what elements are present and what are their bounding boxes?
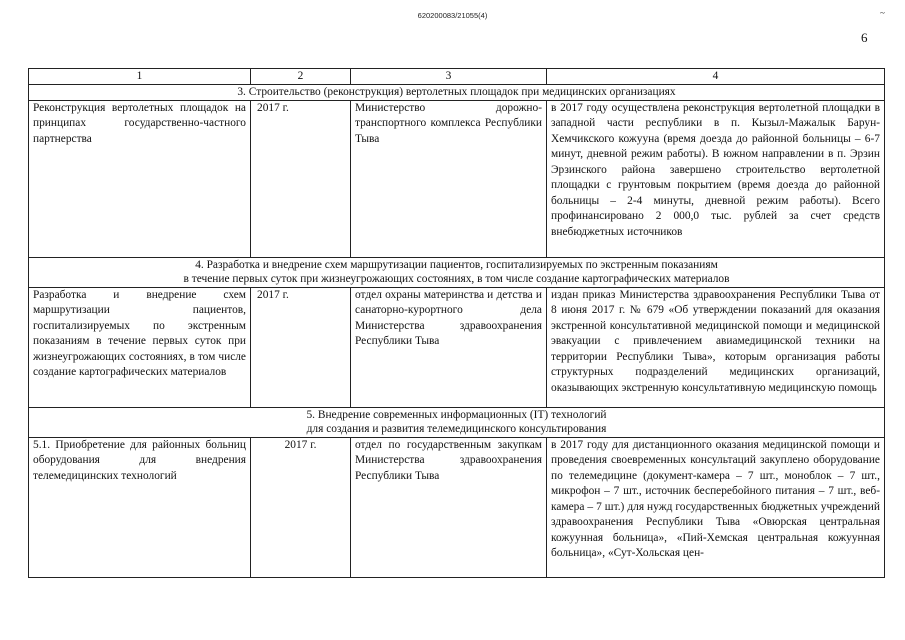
section-4-deadline: 2017 г.: [251, 287, 351, 407]
section-3-deadline: 2017 г.: [251, 100, 351, 257]
section-5-title-row: [29, 407, 885, 437]
section-4-title-line-1: 4. Разработка и внедрение схем маршрутизации пациентов, госпитализируемых по экстренным показаниям: [195, 258, 718, 271]
section-3-result: в 2017 году осуществлена реконструкция вертолетной площадки в западной части республики в п. Кызыл-Мажалык Барун-Хемчикского кожууна (время доезда до районной больницы – 6-7 минут, дневной режим работы). В южном направлении в п. Эрзин Эрзинского района завершено строительство вертолетной площадки с грунтовым покрытием (время доезда до районной больницы – 2-4 минуты, дневной режим работы). Всего профинансировано 2 000,0 тыс. рублей за счет средств внебюджетных источников: [547, 100, 885, 257]
section-3-measure: Реконструкция вертолетных площадок на принципах государственно-частного партнерства: [29, 100, 251, 257]
section-4-responsible: отдел охраны материнства и детства и санаторно-курортного дела Министерства здравоохранения Республики Тыва: [351, 287, 547, 407]
corner-handwritten-mark: ~: [880, 8, 885, 18]
section-5-title-line-1: 5. Внедрение современных информационных (IT) технологий: [306, 408, 607, 421]
column-header-3: 3: [351, 69, 547, 85]
section-5-responsible: отдел по государственным закупкам Министерства здравоохранения Республики Тыва: [351, 437, 547, 577]
section-3-title-row: [29, 85, 885, 101]
column-header-4: 4: [547, 69, 885, 85]
measures-table: [28, 68, 885, 578]
page-number: 6: [861, 30, 868, 45]
section-3-title: 3. Строительство (реконструкция) вертолетных площадок при медицинских организациях: [29, 85, 885, 101]
section-5-title: [29, 407, 885, 437]
section-4-title: [29, 257, 885, 287]
section-3-responsible: Министерство дорожно-транспортного комплекса Республики Тыва: [351, 100, 547, 257]
table-row: [29, 287, 885, 407]
section-4-title-row: [29, 257, 885, 287]
section-5-title-line-2: для создания и развития телемедицинского консультирования: [306, 423, 607, 435]
section-5-result: в 2017 году для дистанционного оказания медицинской помощи и проведения своевременных консультаций закуплено оборудование по телемедицине (документ-камера – 7 шт., моноблок – 7 шт., микрофон – 7 шт., источник бесперебойного питания – 7 шт., веб-камера – 7 шт.) для нужд государственных бюджетных учреждений здравоохранения Республики Тыва «Овюрская центральная кожуунная больница», «Пий-Хемская центральная кожуунная больница», «Сут-Хольская цен-: [547, 437, 885, 577]
table-row: [29, 437, 885, 577]
column-header-2: 2: [251, 69, 351, 85]
section-4-title-line-2: в течение первых суток при жизнеугрожающих состояниях, в том числе создание картографических материалов: [183, 273, 730, 285]
document-code: 620200083/21055(4): [417, 11, 488, 20]
section-5-deadline: 2017 г.: [251, 437, 351, 577]
table-header-row: [29, 69, 885, 85]
section-4-result: издан приказ Министерства здравоохранения Республики Тыва от 8 июня 2017 г. № 679 «Об утверждении показаний для оказания экстренной консультативной медицинской помощи и медицинской эвакуации с привлечением авиамедицинской техники на территории Республики Тыва», которым организация работы структурных подразделений медицинских организаций, оказывающих экстренную консультативную медицинскую помощь: [547, 287, 885, 407]
section-4-measure: Разработка и внедрение схем маршрутизации пациентов, госпитализируемых по экстренным показаниям в течение первых суток при жизнеугрожающих состояниях, в том числе создание картографических материалов: [29, 287, 251, 407]
section-5-measure: 5.1. Приобретение для районных больниц оборудования для внедрения телемедицинских технологий: [29, 437, 251, 577]
column-header-1: 1: [29, 69, 251, 85]
table-row: [29, 100, 885, 257]
